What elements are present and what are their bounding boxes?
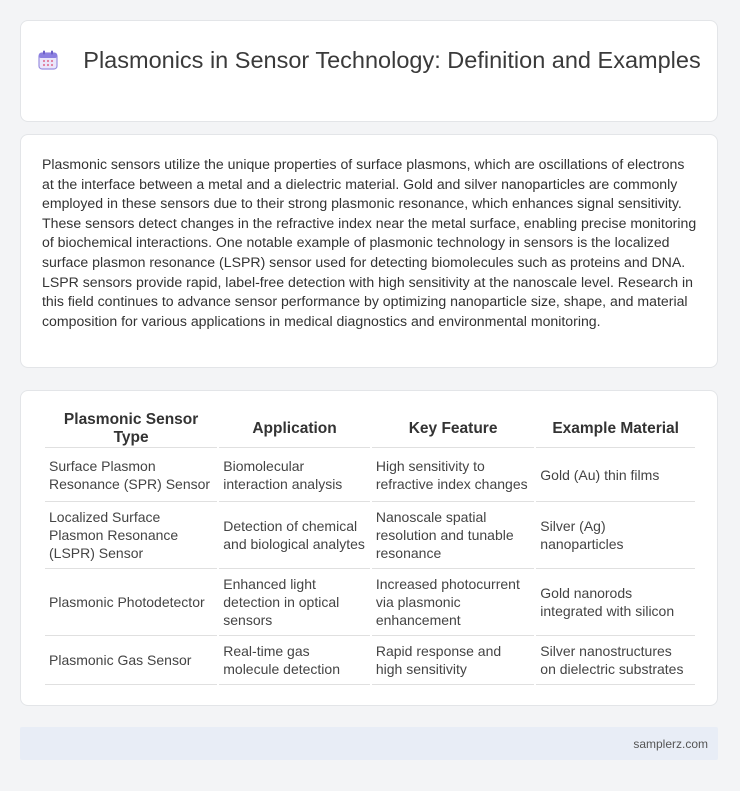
table-row: [45, 569, 695, 636]
column-header-example-material: Example Material: [536, 411, 695, 448]
cell-example-material: Silver nanostructures on dielectric substrates: [536, 636, 695, 685]
cell-example-material: Gold (Au) thin films: [536, 448, 695, 502]
cell-key-feature: High sensitivity to refractive index changes: [372, 448, 534, 502]
column-header-sensor-type: Plasmonic Sensor Type: [45, 411, 217, 448]
cell-example-material: Silver (Ag) nanoparticles: [536, 502, 695, 569]
cell-sensor-type: Plasmonic Gas Sensor: [45, 636, 217, 685]
footer-bar: [20, 727, 718, 760]
column-header-key-feature: Key Feature: [372, 411, 534, 448]
sensor-table: [43, 411, 697, 685]
cell-example-material: Gold nanorods integrated with silicon: [536, 569, 695, 636]
cell-key-feature: Rapid response and high sensitivity: [372, 636, 534, 685]
intro-card: [20, 134, 718, 368]
page-title: Plasmonics in Sensor Technology: Definition and Examples: [83, 47, 701, 73]
title-card: [20, 20, 718, 122]
cell-application: Enhanced light detection in optical sensors: [219, 569, 370, 636]
table-header-row: [45, 411, 695, 448]
cell-key-feature: Nanoscale spatial resolution and tunable resonance: [372, 502, 534, 569]
calendar-icon: [37, 49, 59, 71]
page-title-wrap: [21, 45, 717, 75]
table-row: [45, 502, 695, 569]
cell-sensor-type: Localized Surface Plasmon Resonance (LSPR) Sensor: [45, 502, 217, 569]
table-row: [45, 636, 695, 685]
cell-sensor-type: Plasmonic Photodetector: [45, 569, 217, 636]
cell-application: Real-time gas molecule detection: [219, 636, 370, 685]
footer-site-link[interactable]: samplerz.com: [633, 737, 708, 751]
cell-application: Biomolecular interaction analysis: [219, 448, 370, 502]
table-card: [20, 390, 718, 706]
intro-paragraph: Plasmonic sensors utilize the unique properties of surface plasmons, which are oscillations of electrons at the interface between a metal and a dielectric material. Gold and silver nanoparticles are commonly employed in these sensors due to their strong plasmonic resonance, which enhances signal sensitivity. These sensors detect changes in the refractive index near the metal surface, enabling precise monitoring of biochemical interactions. One notable example of plasmonic technology in sensors is the localized surface plasmon resonance (LSPR) sensor used for detecting biomolecules such as proteins and DNA. LSPR sensors provide rapid, label-free detection with high sensitivity at the nanoscale level. Research in this field continues to advance sensor performance by optimizing nanoparticle size, shape, and material composition for various applications in medical diagnostics and environmental monitoring.: [42, 156, 697, 329]
table-row: [45, 448, 695, 502]
cell-application: Detection of chemical and biological analytes: [219, 502, 370, 569]
cell-sensor-type: Surface Plasmon Resonance (SPR) Sensor: [45, 448, 217, 502]
cell-key-feature: Increased photocurrent via plasmonic enhancement: [372, 569, 534, 636]
column-header-application: Application: [219, 411, 370, 448]
